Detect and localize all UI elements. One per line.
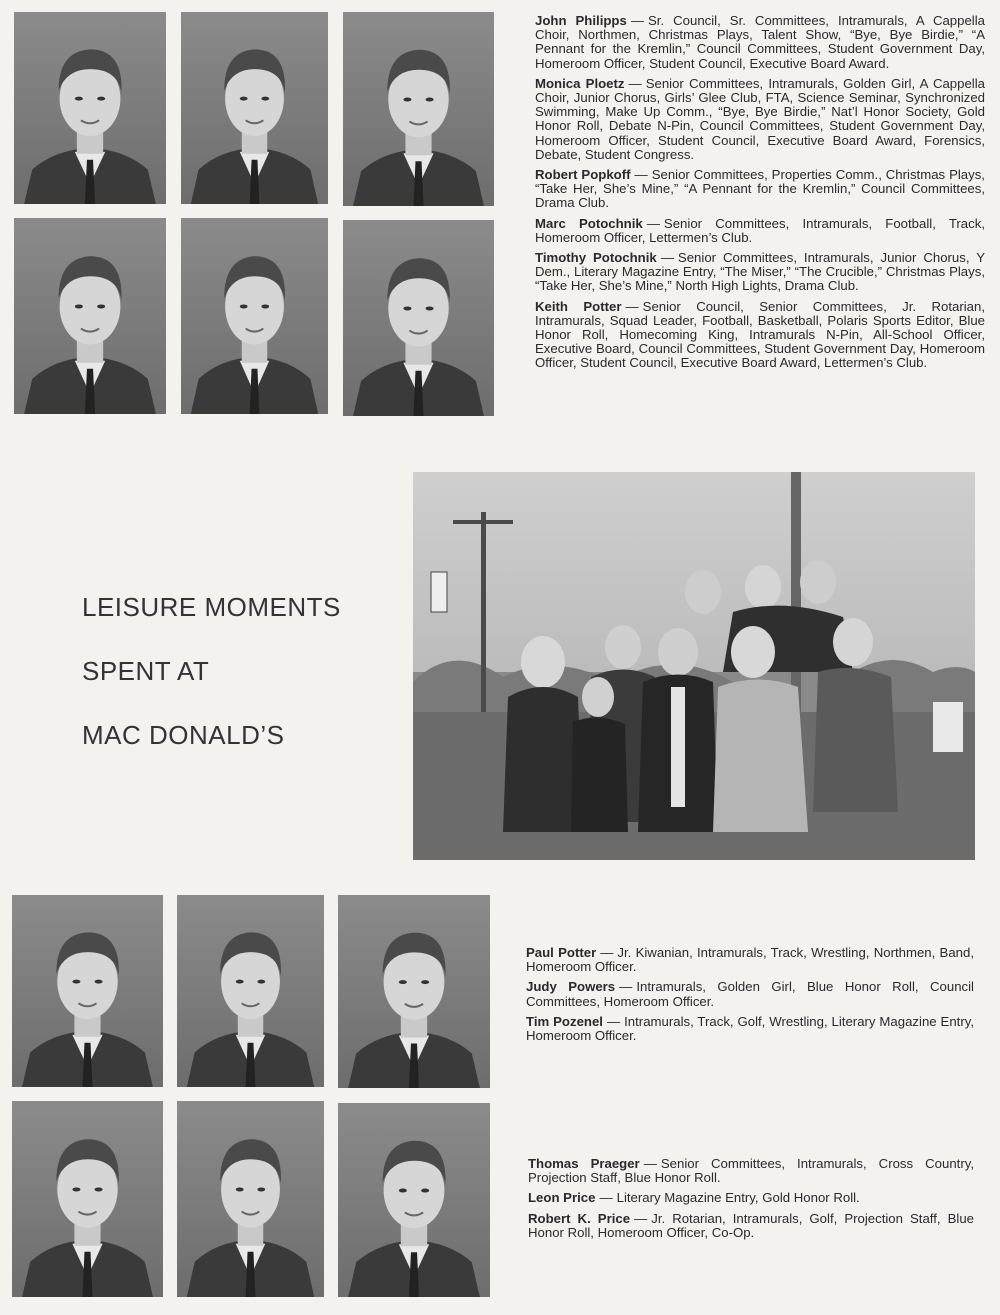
bio-separator: —	[619, 979, 633, 995]
bio-name: Leon Price	[528, 1190, 596, 1206]
bio-text: Senior Committees, Intramurals, Football, Track, Homeroom Officer, Lettermen’s Club.	[535, 215, 985, 245]
group-photo-illustration	[413, 472, 975, 860]
bio-text: Senior Committees, Intramurals, Cross Country, Projection Staff, Blue Honor Roll.	[528, 1156, 974, 1186]
portrait-marc-potochnik	[14, 218, 166, 414]
top-bios-list	[535, 14, 985, 377]
bio-name: Thomas Praeger	[528, 1156, 640, 1171]
bio-text: Senior Council, Senior Committees, Jr. Rotarian, Intramurals, Squad Leader, Football, Basketball, Polaris Sports Editor, Blue Honor Roll, Homecoming King, Intramurals N-Pin, All-School Officer, Executive Board, Council Committees, Student Government Day, Homeroom Officer, Student Council, Executive Board Award, Lettermen’s Club.	[535, 298, 986, 371]
bio-separator: —	[599, 1190, 613, 1206]
bio-entry	[526, 946, 974, 974]
bio-text: Jr. Kiwanian, Intramurals, Track, Wrestling, Northmen, Band, Homeroom Officer.	[526, 945, 974, 975]
bio-name: John Philipps	[535, 13, 627, 28]
portrait-monica-ploetz	[181, 12, 328, 204]
bio-name: Tim Pozenel	[526, 1013, 603, 1029]
group-photo-macdonalds	[413, 472, 975, 860]
headline-line-2: SPENT AT	[82, 656, 210, 686]
portrait-keith-potter	[343, 220, 494, 416]
bio-text: Jr. Rotarian, Intramurals, Golf, Projection Staff, Blue Honor Roll, Homeroom Officer, Co-Op.	[528, 1210, 974, 1240]
portrait-robert-popkoff	[343, 12, 494, 206]
bio-entry	[535, 217, 985, 245]
bio-name: Paul Potter	[526, 945, 597, 960]
bio-entry	[535, 251, 985, 294]
bio-separator: —	[600, 945, 614, 960]
bio-name: Judy Powers	[526, 979, 616, 995]
bio-entry	[535, 14, 985, 71]
bio-text: Literary Magazine Entry, Gold Honor Roll.	[616, 1190, 860, 1206]
bio-entry	[526, 980, 974, 1008]
bio-text: Sr. Council, Sr. Committees, Intramurals, A Cappella Choir, Northmen, Christmas Plays, Talent Show, “Bye, Bye Birdie,” “A Pennant for the Kremlin,” Council Committees, Student Government Day, Homeroom Officer, Student Council, Executive Board Award.	[535, 13, 986, 71]
portrait-robert-k-price	[338, 1103, 490, 1297]
headline-line-3: MAC DONALD’S	[82, 720, 285, 750]
portrait-timothy-potochnik	[181, 218, 328, 414]
portrait-leon-price	[177, 1101, 324, 1297]
bio-entry	[535, 300, 985, 371]
bio-name: Robert Popkoff	[535, 167, 631, 183]
bio-text: Senior Committees, Properties Comm., Christmas Plays, “Take Her, She’s Mine,” “A Pennant for the Kremlin,” Council Committees, Drama Club.	[535, 167, 985, 211]
bio-text: Intramurals, Golden Girl, Blue Honor Roll, Council Committees, Homeroom Officer.	[526, 979, 974, 1009]
bio-name: Monica Ploetz	[535, 75, 625, 91]
portrait-judy-powers	[177, 895, 324, 1087]
bio-entry	[526, 1015, 974, 1043]
bio-separator: —	[643, 1156, 657, 1171]
bio-text: Senior Committees, Intramurals, Junior Chorus, Y Dem., Literary Magazine Entry, “The Miser,” “The Crucible,” Christmas Plays, “Take Her, She’s Mine,” North High Lights, Drama Club.	[535, 250, 985, 294]
bio-separator: —	[628, 75, 642, 91]
bio-separator: —	[606, 1013, 621, 1029]
bio-name: Timothy Potochnik	[535, 250, 657, 266]
bio-separator: —	[646, 215, 660, 231]
bio-entry	[535, 77, 985, 162]
bio-entry	[528, 1157, 974, 1185]
bio-entry	[528, 1191, 974, 1205]
headline-line-1: LEISURE MOMENTS	[82, 592, 341, 622]
bio-entry	[535, 168, 985, 211]
bio-separator: —	[634, 167, 648, 183]
bio-separator: —	[630, 13, 644, 28]
bottom-bios-list	[528, 1157, 974, 1246]
bio-name: Marc Potochnik	[535, 215, 643, 231]
bio-text: Senior Committees, Intramurals, Golden Girl, A Cappella Choir, Junior Chorus, Girls’ Glee Club, FTA, Science Seminar, Synchronized Swimming, Make Up Comm., “Bye, Bye Birdie,” Nat’l Honor Society, Gold Honor Roll, Debate N-Pin, Council Committees, Student Government Day, Homeroom Officer, Student Council, Executive Board Award, Forensics, Debate, Student Congress.	[535, 75, 985, 162]
middle-bios-list	[526, 946, 974, 1049]
bio-text: Intramurals, Track, Golf, Wrestling, Literary Magazine Entry, Homeroom Officer.	[526, 1013, 974, 1044]
portrait-paul-potter	[12, 895, 163, 1087]
portrait-tim-pozenel	[338, 895, 490, 1088]
bio-separator: —	[625, 298, 639, 314]
portrait-thomas-praeger	[12, 1101, 163, 1297]
portrait-john-philipps	[14, 12, 166, 204]
bio-separator: —	[634, 1210, 648, 1226]
bio-name: Robert K. Price	[528, 1210, 631, 1226]
bio-separator: —	[660, 250, 674, 266]
bio-entry	[528, 1212, 974, 1240]
bio-name: Keith Potter	[535, 298, 622, 314]
